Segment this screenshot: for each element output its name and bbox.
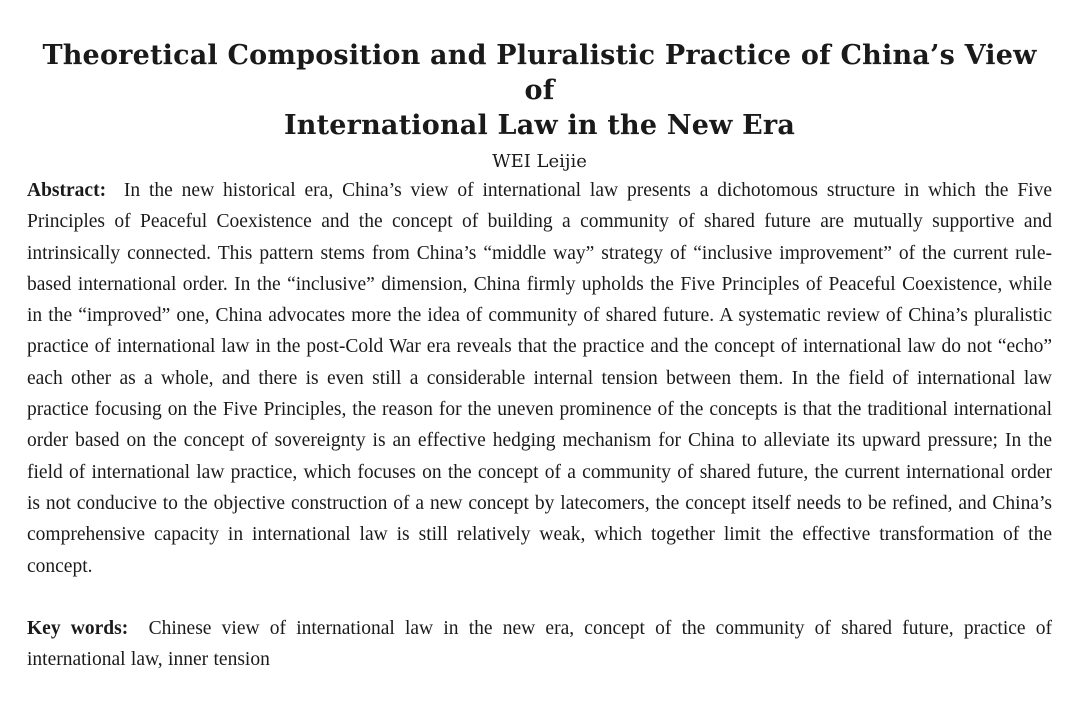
paper-title-line-2: International Law in the New Era bbox=[283, 110, 796, 141]
keywords-paragraph bbox=[27, 613, 1052, 676]
abstract-paragraph bbox=[27, 175, 1052, 582]
paper-title-line-1: Theoretical Composition and Pluralistic Practice of China’s View of bbox=[42, 40, 1037, 106]
abstract-text: In the new historical era, China’s view of international law presents a dichotomous structure in which the Five Principles of Peaceful Coexistence and the concept of building a community of shared future are mutually supportive and intrinsically connected. This pattern stems from China’s “middle way” strategy of “inclusive improvement” of the current rule-based international order. In the “inclusive” dimension, China firmly upholds the Five Principles of Peaceful Coexistence, while in the “improved” one, China advocates more the idea of community of shared future. A systematic review of China’s pluralistic practice of international law in the post-Cold War era reveals that the practice and the concept of international law do not “echo” each other as a whole, and there is even still a considerable internal tension between them. In the field of international law practice focusing on the Five Principles, the reason for the uneven prominence of the concepts is that the traditional international order based on the concept of sovereignty is an effective hedging mechanism for China to alleviate its upward pressure; In the field of international law practice, which focuses on the concept of a community of shared future, the current international order is not conducive to the objective construction of a new concept by latecomers, the concept itself needs to be refined, and China’s comprehensive capacity in international law is still relatively weak, which together limit the effective transformation of the concept. bbox=[27, 180, 1052, 577]
keywords-label: Key words: bbox=[27, 617, 129, 639]
paper-author: WEI Leijie bbox=[492, 151, 587, 172]
paper-title bbox=[27, 38, 1052, 143]
keywords-text: Chinese view of international law in the new era, concept of the community of shared future, practice of international law, inner tension bbox=[27, 617, 1053, 671]
abstract-label: Abstract: bbox=[27, 180, 107, 201]
